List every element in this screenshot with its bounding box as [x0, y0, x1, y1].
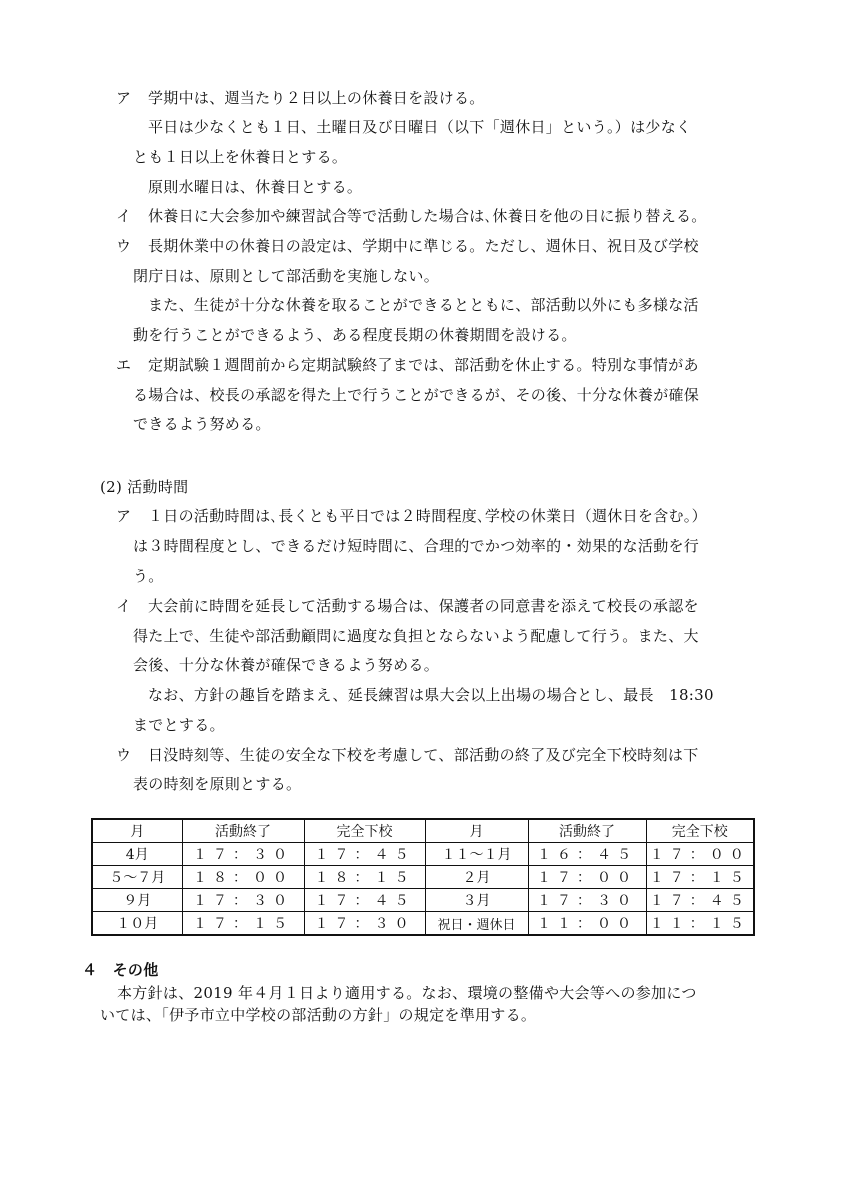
table-cell: １７：３０ — [182, 843, 304, 866]
other-line1: 本方針は、2019 年４月１日より適用する。なお、環境の整備や大会等への参加につ — [117, 984, 697, 1002]
activity-a-line1: １日の活動時間は､長くとも平日では２時間程度､学校の休業日（週休日を含む｡） — [148, 507, 707, 525]
item-a-label: ア — [116, 89, 132, 107]
table-cell: １１：１５ — [646, 912, 754, 936]
table-cell: １７：００ — [646, 843, 754, 866]
activity-time-heading: (2) 活動時間 — [100, 478, 189, 496]
activity-a-label: ア — [116, 507, 132, 525]
item-i-text: 休養日に大会参加や練習試合等で活動した場合は､休養日を他の日に振り替える。 — [148, 207, 707, 225]
table-cell: ５～７月 — [92, 866, 182, 889]
schedule-table — [91, 818, 755, 936]
table-row — [92, 866, 754, 889]
item-u-paragraph2-line1: また、生徒が十分な休養を取ることができるとともに、部活動以外にも多様な活 — [148, 296, 699, 314]
other-heading: ４ その他 — [82, 961, 159, 979]
item-a-text: 学期中は、週当たり２日以上の休養日を設ける。 — [148, 89, 485, 107]
header-activity-end: 活動終了 — [182, 819, 304, 843]
activity-a-line2: は３時間程度とし、できるだけ短時間に、合理的でかつ効率的・効果的な活動を行 — [133, 537, 700, 555]
activity-i-paragraph2-line2: までとする。 — [133, 716, 225, 734]
table-header-row — [92, 819, 754, 843]
table-row — [92, 889, 754, 912]
activity-a-line3: う。 — [133, 567, 164, 585]
activity-i-line2: 得た上で、生徒や部活動顧問に過度な負担とならないよう配慮して行う。また、大 — [133, 627, 699, 645]
table-cell: １７：４５ — [646, 889, 754, 912]
table-cell: １７：００ — [528, 866, 646, 889]
activity-i-paragraph2-line1: なお、方針の趣旨を踏まえ、延長練習は県大会以上出場の場合とし、最長 18:30 — [148, 686, 714, 704]
table-cell: 4月 — [92, 843, 182, 866]
table-cell: ９月 — [92, 889, 182, 912]
table-cell: １７：３０ — [304, 912, 425, 936]
item-a-paragraph1-line2: とも１日以上を休養日とする。 — [133, 148, 348, 166]
item-a-paragraph2: 原則水曜日は、休養日とする。 — [148, 178, 363, 196]
item-u-label: ウ — [116, 237, 132, 255]
table-cell: ２月 — [425, 866, 528, 889]
table-cell: １７：３０ — [528, 889, 646, 912]
table-cell: １１：００ — [528, 912, 646, 936]
item-u-paragraph2-line2: 動を行うことができるよう、ある程度長期の休養期間を設ける。 — [133, 326, 577, 344]
activity-i-line1: 大会前に時間を延長して活動する場合は、保護者の同意書を添えて校長の承認を — [148, 597, 699, 615]
activity-u-line1: 日没時刻等、生徒の安全な下校を考慮して、部活動の終了及び完全下校時刻は下 — [148, 746, 699, 764]
item-e-line2: る場合は、校長の承認を得た上で行うことができるが、その後、十分な休養が確保 — [133, 386, 700, 404]
header-month: 月 — [92, 819, 182, 843]
table-cell: 祝日・週休日 — [425, 912, 528, 936]
header-month: 月 — [425, 819, 528, 843]
activity-i-label: イ — [116, 597, 132, 615]
item-u-line2: 閉庁日は、原則として部活動を実施しない。 — [133, 267, 440, 285]
table-row — [92, 843, 754, 866]
table-cell: １８：１５ — [304, 866, 425, 889]
header-full-dismissal: 完全下校 — [304, 819, 425, 843]
item-e-line1: 定期試験１週間前から定期試験終了までは、部活動を休止する。特別な事情があ — [148, 356, 699, 374]
table-cell: １７：４５ — [304, 889, 425, 912]
item-e-label: エ — [116, 356, 132, 374]
other-line2: いては、「伊予市立中学校の部活動の方針」の規定を準用する。 — [100, 1006, 537, 1024]
table-row — [92, 912, 754, 936]
header-activity-end: 活動終了 — [528, 819, 646, 843]
table-cell: １７：４５ — [304, 843, 425, 866]
activity-u-label: ウ — [116, 746, 132, 764]
table-cell: １０月 — [92, 912, 182, 936]
header-full-dismissal: 完全下校 — [646, 819, 754, 843]
item-i-label: イ — [116, 207, 132, 225]
table-cell: １８：００ — [182, 866, 304, 889]
activity-u-line2: 表の時刻を原則とする。 — [133, 775, 302, 793]
table-cell: １１～１月 — [425, 843, 528, 866]
item-a-paragraph1-line1: 平日は少なくとも１日、土曜日及び日曜日（以下「週休日」という。）は少なく — [148, 118, 692, 136]
item-e-line3: できるよう努める。 — [133, 415, 271, 433]
table-cell: １７：３０ — [182, 889, 304, 912]
table-cell: ３月 — [425, 889, 528, 912]
table-cell: １７：１５ — [646, 866, 754, 889]
table-cell: １７：１５ — [182, 912, 304, 936]
item-u-line1: 長期休業中の休養日の設定は、学期中に準じる。ただし、週休日、祝日及び学校 — [148, 237, 699, 255]
activity-i-line3: 会後、十分な休養が確保できるよう努める。 — [133, 656, 440, 674]
table-cell: １６：４５ — [528, 843, 646, 866]
